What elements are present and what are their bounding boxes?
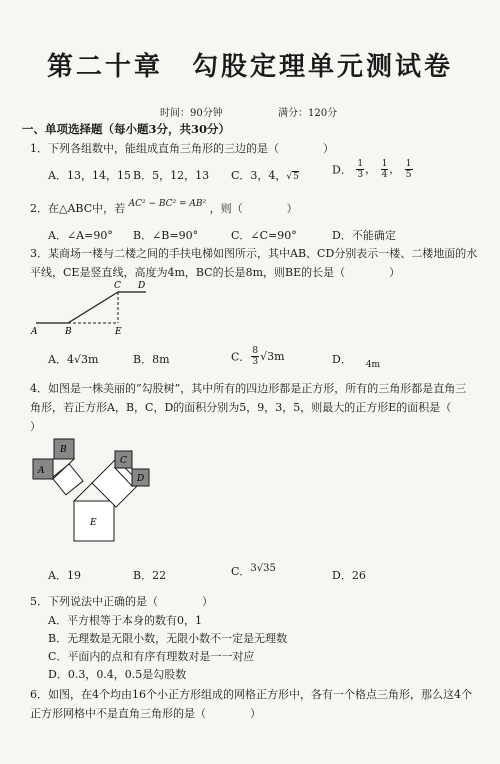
label-c: C	[120, 456, 127, 466]
label-a: A	[31, 327, 38, 337]
q3-option-c: C． $\frac{8}{3}$ √3m	[231, 346, 285, 367]
label-e: E	[90, 518, 97, 528]
q1-stem: 1．下列各组数中，能组成直角三角形的三边的是（ ）	[30, 142, 334, 155]
pythagoras-tree-diagram	[28, 433, 158, 543]
q1-option-c: C．3，4，√5	[231, 169, 299, 182]
q5-option-d: D．0.3，0.4，0.5是勾股数	[48, 668, 187, 681]
label-d: D	[138, 281, 146, 291]
q2-option-b: B．∠B=90°	[133, 229, 199, 242]
q6-line2: 正方形网格中不是直角三角形的是（ ）	[30, 707, 261, 720]
label-a: A	[38, 466, 45, 476]
q4-line2: 角形，若正方形A，B，C，D的面积分别为5，9，3，5，则最大的正方形E的面积是（	[30, 401, 452, 414]
q3-line2: 平线，CE是竖直线，高度为4m，BC的长是8m，则BE的长是（ ）	[30, 266, 401, 279]
label-b: B	[65, 327, 72, 337]
q5-option-a: A．平方根等于本身的数有0，1	[48, 614, 202, 627]
q4-option-b: B．22	[133, 569, 167, 582]
exam-score: 满分：120分	[278, 108, 338, 119]
q4-option-c: C．3√35	[231, 563, 276, 578]
q4-option-d: D．26	[332, 569, 366, 582]
q1-option-b: B．5，12，13	[133, 169, 210, 182]
q3-option-a: A．4√3m	[48, 353, 99, 366]
q4-option-a: A．19	[48, 569, 81, 582]
q3-option-b: B．8m	[133, 353, 170, 366]
q5-option-c: C．平面内的点和有序有理数对是一一对应	[48, 650, 255, 663]
q2-option-c: C．∠C=90°	[231, 229, 297, 242]
q2-stem: 2．在△ABC中，若 $^{AC^2 - BC^2 = AB^2}$ ，则（ ）	[30, 199, 298, 215]
q6-line1: 6．如图，在4个均由16个小正方形组成的网格正方形中，各有一个格点三角形，那么这4个	[30, 688, 472, 701]
q3-option-d: D． $_{4m}$	[332, 353, 381, 370]
q2-option-a: A．∠A=90°	[48, 229, 113, 242]
q1-option-d: D． $\frac{1}{3}$ ， $\frac{1}{4}$ ， $\frac{1}{5}$	[332, 159, 412, 180]
label-e: E	[115, 327, 122, 337]
q4-line3: ）	[30, 420, 41, 433]
q1-option-a: A．13，14，15	[48, 169, 131, 182]
label-c: C	[114, 281, 121, 291]
label-d: D	[137, 474, 145, 484]
q4-line1: 4．如图是一株美丽的“勾股树”，其中所有的四边形都是正方形，所有的三角形都是直角三	[30, 382, 467, 395]
q5-option-b: B．无理数是无限小数，无限小数不一定是无理数	[48, 632, 288, 645]
q2-option-d: D．不能确定	[332, 229, 396, 242]
q5-stem: 5．下列说法中正确的是（ ）	[30, 595, 213, 608]
escalator-diagram	[28, 278, 158, 338]
section-heading: 一、单项选择题（每小题3分，共30分）	[22, 122, 231, 136]
exam-time: 时间：90分钟	[160, 108, 223, 119]
page-title: 第二十章 勾股定理单元测试卷	[46, 52, 453, 82]
q3-line1: 3．某商场一楼与二楼之间的手扶电梯如图所示，其中AB、CD分别表示一楼、二楼地面的水	[30, 247, 478, 260]
label-b: B	[60, 445, 67, 455]
